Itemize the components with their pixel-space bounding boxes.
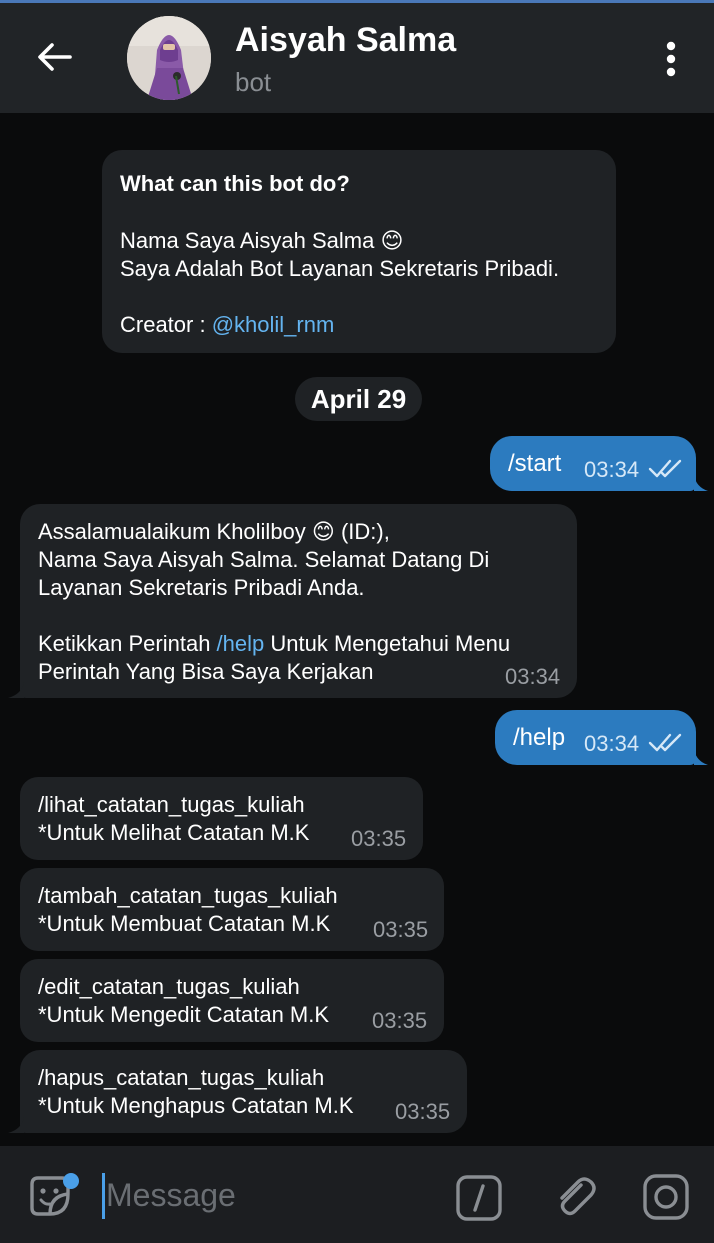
back-button[interactable]	[30, 33, 78, 81]
message-line: Layanan Sekretaris Pribadi Anda.	[38, 575, 365, 600]
slash-command-icon	[456, 1175, 502, 1221]
message-text: /start	[508, 450, 562, 477]
message-text: Untuk Mengetahui Menu	[264, 631, 511, 656]
message-line: Assalamualaikum Kholilboy 😊 (ID:),	[38, 519, 390, 544]
more-vertical-icon	[666, 41, 676, 77]
camera-button[interactable]	[642, 1173, 690, 1221]
message-time: 03:34	[584, 731, 640, 756]
message-text: Ketikkan Perintah	[38, 631, 217, 656]
message-line: Perintah Yang Bisa Saya Kerjakan	[38, 659, 374, 684]
message-time: 03:35	[351, 826, 407, 851]
message-input[interactable]	[106, 1170, 426, 1220]
chat-title[interactable]: Aisyah Salma	[235, 21, 457, 59]
paperclip-icon	[551, 1173, 599, 1221]
command-description: *Untuk Melihat Catatan M.K	[38, 820, 310, 845]
bot-info-line: Nama Saya Aisyah Salma 😊	[120, 228, 404, 253]
bubble-tail	[694, 749, 708, 765]
help-command-link[interactable]: /help	[216, 631, 265, 656]
command-description: *Untuk Membuat Catatan M.K	[38, 911, 331, 936]
message-line	[38, 630, 559, 658]
bubble-tail	[694, 475, 708, 491]
bot-info-card	[102, 150, 616, 353]
command-message[interactable]	[20, 868, 444, 951]
text-cursor	[102, 1173, 105, 1219]
message-time: 03:35	[372, 1008, 428, 1033]
incoming-message[interactable]	[20, 504, 577, 698]
chat-subtitle: bot	[235, 67, 272, 97]
message-time: 03:34	[584, 457, 640, 482]
command-description: *Untuk Menghapus Catatan M.K	[38, 1093, 354, 1118]
bot-commands-button[interactable]	[455, 1174, 503, 1222]
back-arrow-icon	[36, 41, 72, 73]
chat-area[interactable]	[0, 113, 714, 1146]
message-composer	[0, 1146, 714, 1243]
attach-button[interactable]	[550, 1172, 600, 1222]
sticker-icon	[28, 1172, 80, 1224]
creator-link[interactable]: @kholil_rnm	[211, 312, 335, 337]
bot-info-line: Saya Adalah Bot Layanan Sekretaris Pribadi.	[120, 256, 560, 281]
camera-icon	[643, 1174, 689, 1220]
command-description: *Untuk Mengedit Catatan M.K	[38, 1002, 330, 1027]
command-link[interactable]: /edit_catatan_tugas_kuliah	[38, 974, 300, 999]
outgoing-message[interactable]	[490, 436, 696, 491]
command-link[interactable]: /hapus_catatan_tugas_kuliah	[38, 1065, 325, 1090]
bot-info-title: What can this bot do?	[120, 171, 350, 196]
bubble-tail	[8, 1117, 24, 1133]
bot-info-creator	[120, 311, 598, 339]
avatar[interactable]	[127, 16, 211, 100]
creator-label: Creator :	[120, 312, 212, 337]
read-ticks-icon	[648, 456, 684, 480]
bubble-tail	[8, 682, 24, 698]
chat-header	[0, 3, 714, 113]
message-time: 03:35	[395, 1099, 451, 1124]
command-message[interactable]	[20, 777, 423, 860]
message-line: Nama Saya Aisyah Salma. Selamat Datang Di	[38, 547, 490, 572]
message-text: /help	[513, 724, 566, 751]
message-time: 03:35	[373, 917, 429, 942]
read-ticks-icon	[648, 730, 684, 754]
command-link[interactable]: /lihat_catatan_tugas_kuliah	[38, 792, 305, 817]
more-options-button[interactable]	[655, 37, 687, 81]
sticker-button[interactable]	[28, 1172, 80, 1224]
date-separator: April 29	[295, 377, 422, 421]
outgoing-message[interactable]	[495, 710, 696, 765]
command-link[interactable]: /tambah_catatan_tugas_kuliah	[38, 883, 338, 908]
command-message[interactable]	[20, 1050, 467, 1133]
avatar-image	[127, 16, 211, 100]
command-message[interactable]	[20, 959, 444, 1042]
message-time: 03:34	[505, 664, 561, 689]
